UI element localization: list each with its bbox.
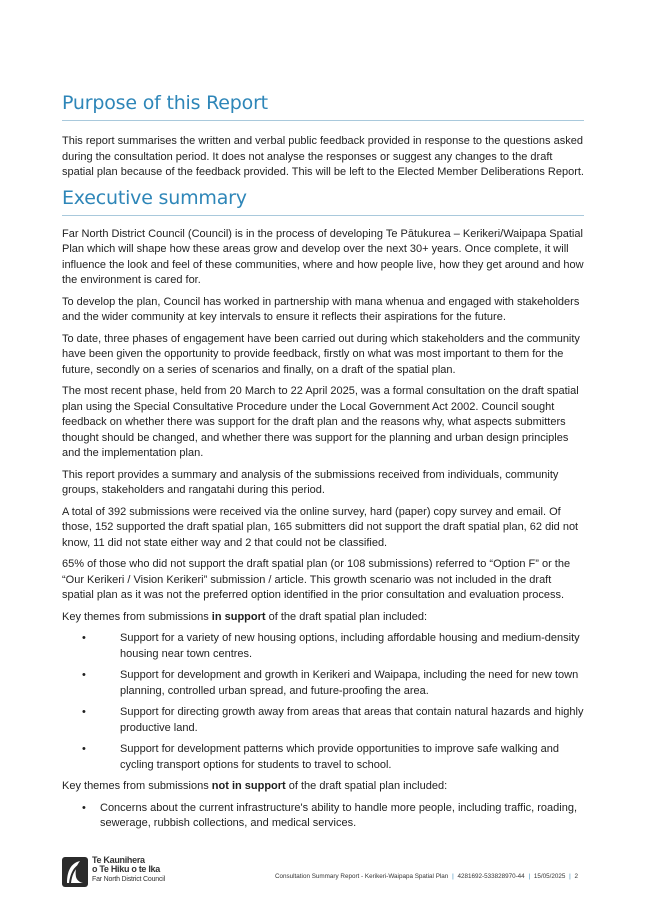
exec-paragraph-3: To date, three phases of engagement have been carried out during which stakeholders and the community have been given the opportunity to provide feedback, firstly on what was most important to them for the future, secondly on a series of scenarios and finally, on a draft of the spatial plan.	[62, 332, 580, 376]
support-intro: Key themes from submissions in support of the draft spatial plan included:	[62, 610, 428, 623]
footer-separator: |	[452, 873, 454, 880]
support-emphasis: in support	[211, 610, 266, 623]
bullet-icon: •	[82, 801, 86, 814]
list-item: • Support for development patterns which provide opportunities to improve safe walking and cycling transport options for students to travel to school.	[82, 743, 560, 771]
council-logo-text: Te Kaunihera o Te Hiku o te Ika Far North District Council	[92, 855, 165, 883]
support-themes-list	[62, 631, 584, 773]
exec-paragraph-1: Far North District Council (Council) is in the process of developing Te Pātukurea – Kerikeri/Waipapa Spatial Plan which will shape how these areas grow and develop over the next 30+ years. Once complete, it will influence the look and feel of these communities, where and how people live, how they get around and how the environment is cared for.	[62, 227, 584, 286]
page-content	[62, 92, 584, 838]
executive-summary-heading: Executive summary	[62, 187, 584, 216]
exec-paragraph-7: 65% of those who did not support the draft spatial plan (or 108 submissions) referred to “Option F” or the “Our Kerikeri / Vision Kerikeri” submission / article. This growth scenario was not included in the draft spatial plan as it was not the preferred option identified in the prior consultation and evaluation process.	[62, 558, 571, 601]
oppose-emphasis: not in support	[211, 780, 286, 792]
list-item: • Support for a variety of new housing options, including affordable housing and medium-density housing near town centres.	[82, 632, 580, 660]
page-footer	[62, 855, 584, 891]
footer-document-info	[275, 873, 578, 880]
oppose-intro: Key themes from submissions not in support of the draft spatial plan included:	[62, 780, 448, 792]
exec-paragraph-5: This report provides a summary and analysis of the submissions received from individuals, community groups, stakeholders and rangatahi during this period.	[62, 468, 559, 496]
bullet-icon: •	[82, 669, 86, 681]
footer-doc-title: Consultation Summary Report - Kerikeri-Waipapa Spatial Plan	[274, 873, 449, 880]
purpose-heading: Purpose of this Report	[62, 92, 584, 121]
list-item: • Support for directing growth away from areas that areas that contain natural hazards and highly productive land.	[82, 706, 584, 734]
council-logo-icon	[62, 857, 88, 887]
footer-doc-id: 4281692-533828970-44	[457, 873, 525, 880]
exec-paragraph-6: A total of 392 submissions were received via the online survey, hard (paper) copy survey and email. Of those, 152 supported the draft spatial plan, 165 submitters did not support the draft spatial plan, 62 did not know, 11 did not state either way and 2 that could not be classified.	[62, 505, 579, 549]
list-item: • Concerns about the current infrastructure's ability to handle more people, including traffic, roading, sewerage, rubbish collections, and medical services.	[82, 801, 577, 829]
bullet-icon: •	[82, 743, 86, 755]
footer-separator: |	[528, 873, 531, 880]
page-number: 2	[574, 873, 578, 880]
purpose-paragraph: This report summarises the written and verbal public feedback provided in response to the questions asked during the consultation period. It does not analyse the responses or suggest any changes to the draft spatial plan because of the feedback provided. This will be left to the Elected Member Deliberations Report.	[62, 135, 584, 178]
exec-paragraph-2: To develop the plan, Council has worked in partnership with mana whenua and engaged with stakeholders and the wider community at key intervals to ensure it reflects their aspirations for the future.	[62, 295, 580, 323]
oppose-themes-list	[62, 801, 584, 832]
footer-separator: |	[569, 873, 571, 880]
council-logo	[62, 855, 182, 891]
list-item: • Support for development and growth in Kerikeri and Waipapa, including the need for new town planning, controlled urban spread, and future-proofing the area.	[82, 669, 579, 697]
bullet-icon: •	[82, 632, 86, 644]
bullet-icon: •	[82, 706, 86, 718]
footer-date: 15/05/2025	[533, 873, 566, 880]
exec-paragraph-4: The most recent phase, held from 20 March to 22 April 2025, was a formal consultation on the draft spatial plan using the Special Consultative Procedure under the Local Government Act 2002. Council sought feedback on whether there was support for the draft plan and the reasons why, what aspects submitters thought should be changed, and whether there was support for the planning and urban design principles and the implementation plan.	[62, 385, 579, 459]
